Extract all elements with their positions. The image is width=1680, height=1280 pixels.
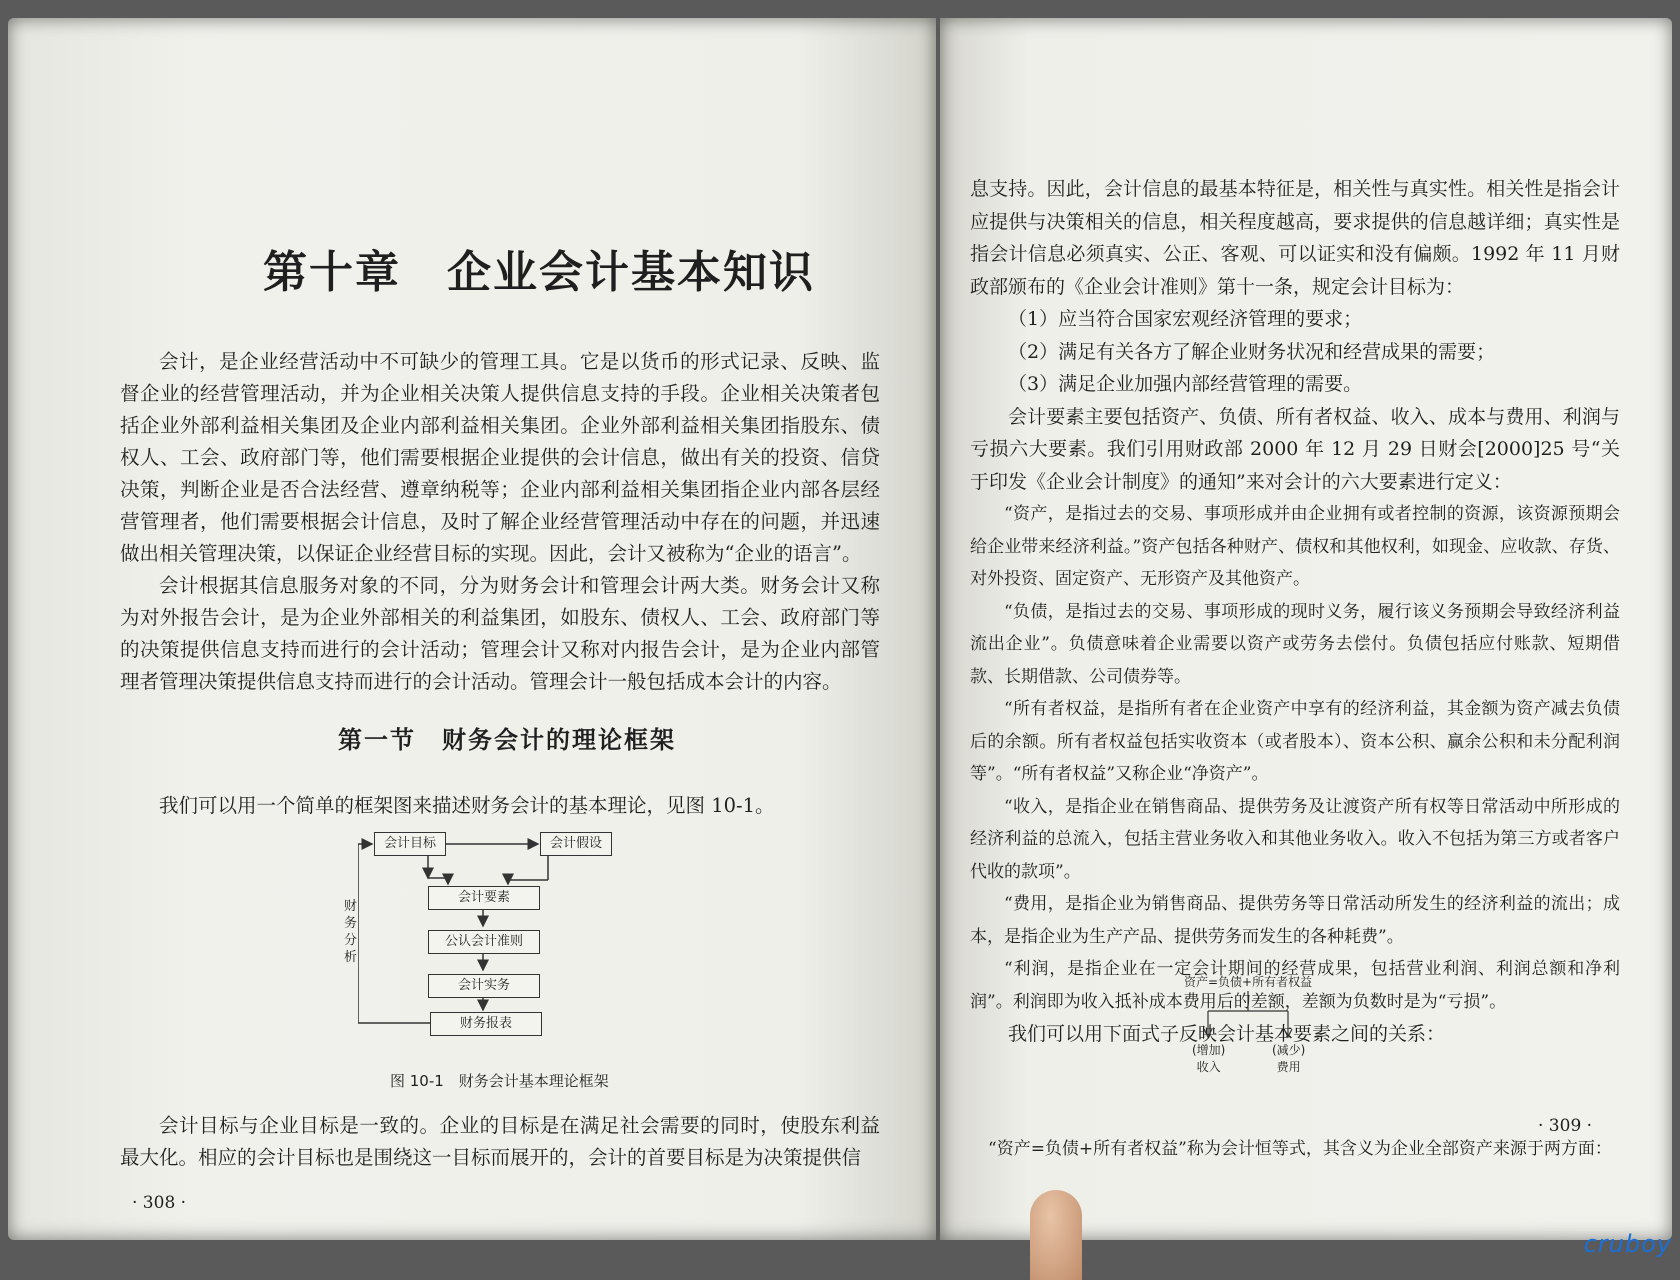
page-number: · 308 · bbox=[132, 1193, 187, 1213]
thumb bbox=[1030, 1190, 1082, 1280]
summary-line: “资产=负债+所有者权益”称为会计恒等式，其含义为企业全部资产来源于两方面： bbox=[988, 1139, 1612, 1159]
equation-income: (增加) 收入 bbox=[1192, 1043, 1226, 1074]
list-item: （1）应当符合国家宏观经济管理的要求； bbox=[1008, 308, 1363, 330]
paragraph: “利润，是指企业在一定会计期间的经营成果，包括营业利润、利润总额和净利润”。利润即为收入抵补成本费用后的差额，差额为负数时是为“亏损”。 bbox=[970, 959, 1620, 1012]
right-page bbox=[940, 18, 1672, 1240]
paragraph: “负债，是指过去的交易、事项形成的现时义务，履行该义务预期会导致经济利益流出企业”。负债意味着企业需要以资产或劳务去偿付。负债包括应付账款、短期借款、长期借款、公司债券等。 bbox=[970, 601, 1620, 687]
paragraph: 会计目标与企业目标是一致的。企业的目标是在满足社会需要的同时，使股东利益最大化。相应的会计目标也是围绕这一目标而展开的，会计的首要目标是为决策提供信 bbox=[120, 1114, 880, 1169]
label-financial-analysis: 财务分析 bbox=[344, 899, 358, 965]
list-item: （2）满足有关各方了解企业财务状况和经营成果的需要； bbox=[1008, 340, 1496, 363]
paragraph: 会计，是企业经营活动中不可缺少的管理工具。它是以货币的形式记录、反映、监督企业的经营管理活动，并为企业相关决策人提供信息支持的手段。企业相关决策者包括企业外部利益相关集团及企业内部利益相关集团。企业外部利益相关集团指股东、债权人、工会、政府部门等，他们需要根据企业提供的会计信息，做出有关的投资、信贷决策，判断企业是否合法经营、遵章纳税等；企业内部利益相关集团指企业内部各层经营管理者，他们需要根据会计信息，及时了解企业经营管理活动中存在的问题，并迅速做出相关管理决策，以保证企业经营目标的实现。因此，会计又被称为“企业的语言”。 bbox=[120, 350, 880, 565]
left-page bbox=[8, 18, 936, 1240]
paragraph: 息支持。因此，会计信息的最基本特征是，相关性与真实性。相关性是指会计应提供与决策相关的信息，相关程度越高，要求提供的信息越详细；真实性是指会计信息必须真实、公正、客观、可以证实和没有偏颇。1992 年 11 月财政部颁布的《企业会计准则》第十一条，规定会计目标为： bbox=[970, 178, 1620, 298]
box-accounting-practice: 会计实务 bbox=[428, 974, 540, 998]
box-financial-statements: 财务报表 bbox=[430, 1012, 542, 1036]
chapter-title: 第十章 企业会计基本知识 bbox=[263, 247, 815, 298]
left-body bbox=[120, 346, 880, 698]
framework-diagram bbox=[344, 828, 688, 1058]
figure-caption: 图 10-1 财务会计基本理论框架 bbox=[390, 1072, 609, 1090]
watermark: cruboy bbox=[1583, 1230, 1672, 1258]
paragraph: “收入，是指企业在销售商品、提供劳务及让渡资产所有权等日常活动中所形成的经济利益的总流入，包括主营业务收入和其他业务收入。收入不包括为第三方或者客户代收的款项”。 bbox=[970, 796, 1620, 882]
section-title: 第一节 财务会计的理论框架 bbox=[338, 725, 676, 754]
paragraph: “所有者权益，是指所有者在企业资产中享有的经济利益，其金额为资产减去负债后的余额。所有者权益包括实收资本（或者股本）、资本公积、赢余公积和未分配利润等”。“所有者权益”又称企业“净资产”。 bbox=[970, 699, 1620, 784]
equation-diagram bbox=[1178, 973, 1378, 1083]
paragraph: “费用，是指企业为销售商品、提供劳务等日常活动所发生的经济利益的流出；成本，是指企业为生产产品、提供劳务而发生的各种耗费”。 bbox=[970, 894, 1620, 947]
right-body bbox=[970, 173, 1620, 1051]
box-accounting-elements: 会计要素 bbox=[428, 886, 540, 910]
paragraph: 会计根据其信息服务对象的不同，分为财务会计和管理会计两大类。财务会计又称为对外报告会计，是为企业外部相关的利益集团，如股东、债权人、工会、政府部门等的决策提供信息支持而进行的会计活动；管理会计又称对内报告会计，是为企业内部管理者管理决策提供信息支持而进行的会计活动。管理会计一般包括成本会计的内容。 bbox=[120, 574, 880, 693]
page-number: · 309 · bbox=[1538, 1116, 1593, 1136]
paragraph: 会计要素主要包括资产、负债、所有者权益、收入、成本与费用、利润与亏损六大要素。我们引用财政部 2000 年 12 月 29 日财会[2000]25 号“关于印发《企业会计制度》的通知”来对会计的六大要素进行定义： bbox=[970, 405, 1620, 493]
box-gaap: 公认会计准则 bbox=[428, 930, 540, 954]
paragraph: 我们可以用下面式子反映会计基本要素之间的关系： bbox=[1008, 1023, 1446, 1045]
equation-top: 资产=负债+所有者权益 bbox=[1184, 975, 1313, 989]
equation-expense: (减少) 费用 bbox=[1272, 1043, 1306, 1074]
intro-sentence: 我们可以用一个简单的框架图来描述财务会计的基本理论，见图 10-1。 bbox=[159, 794, 775, 817]
box-accounting-assumption: 会计假设 bbox=[540, 832, 612, 856]
paragraph: “资产，是指过去的交易、事项形成并由企业拥有或者控制的资源，该资源预期会给企业带来经济利益。”资产包括各种财产、债权和其他权利，如现金、应收款、存货、对外投资、固定资产、无形资产及其他资产。 bbox=[970, 504, 1620, 589]
list-item: （3）满足企业加强内部经营管理的需要。 bbox=[1008, 373, 1363, 395]
box-accounting-goal: 会计目标 bbox=[374, 832, 446, 856]
